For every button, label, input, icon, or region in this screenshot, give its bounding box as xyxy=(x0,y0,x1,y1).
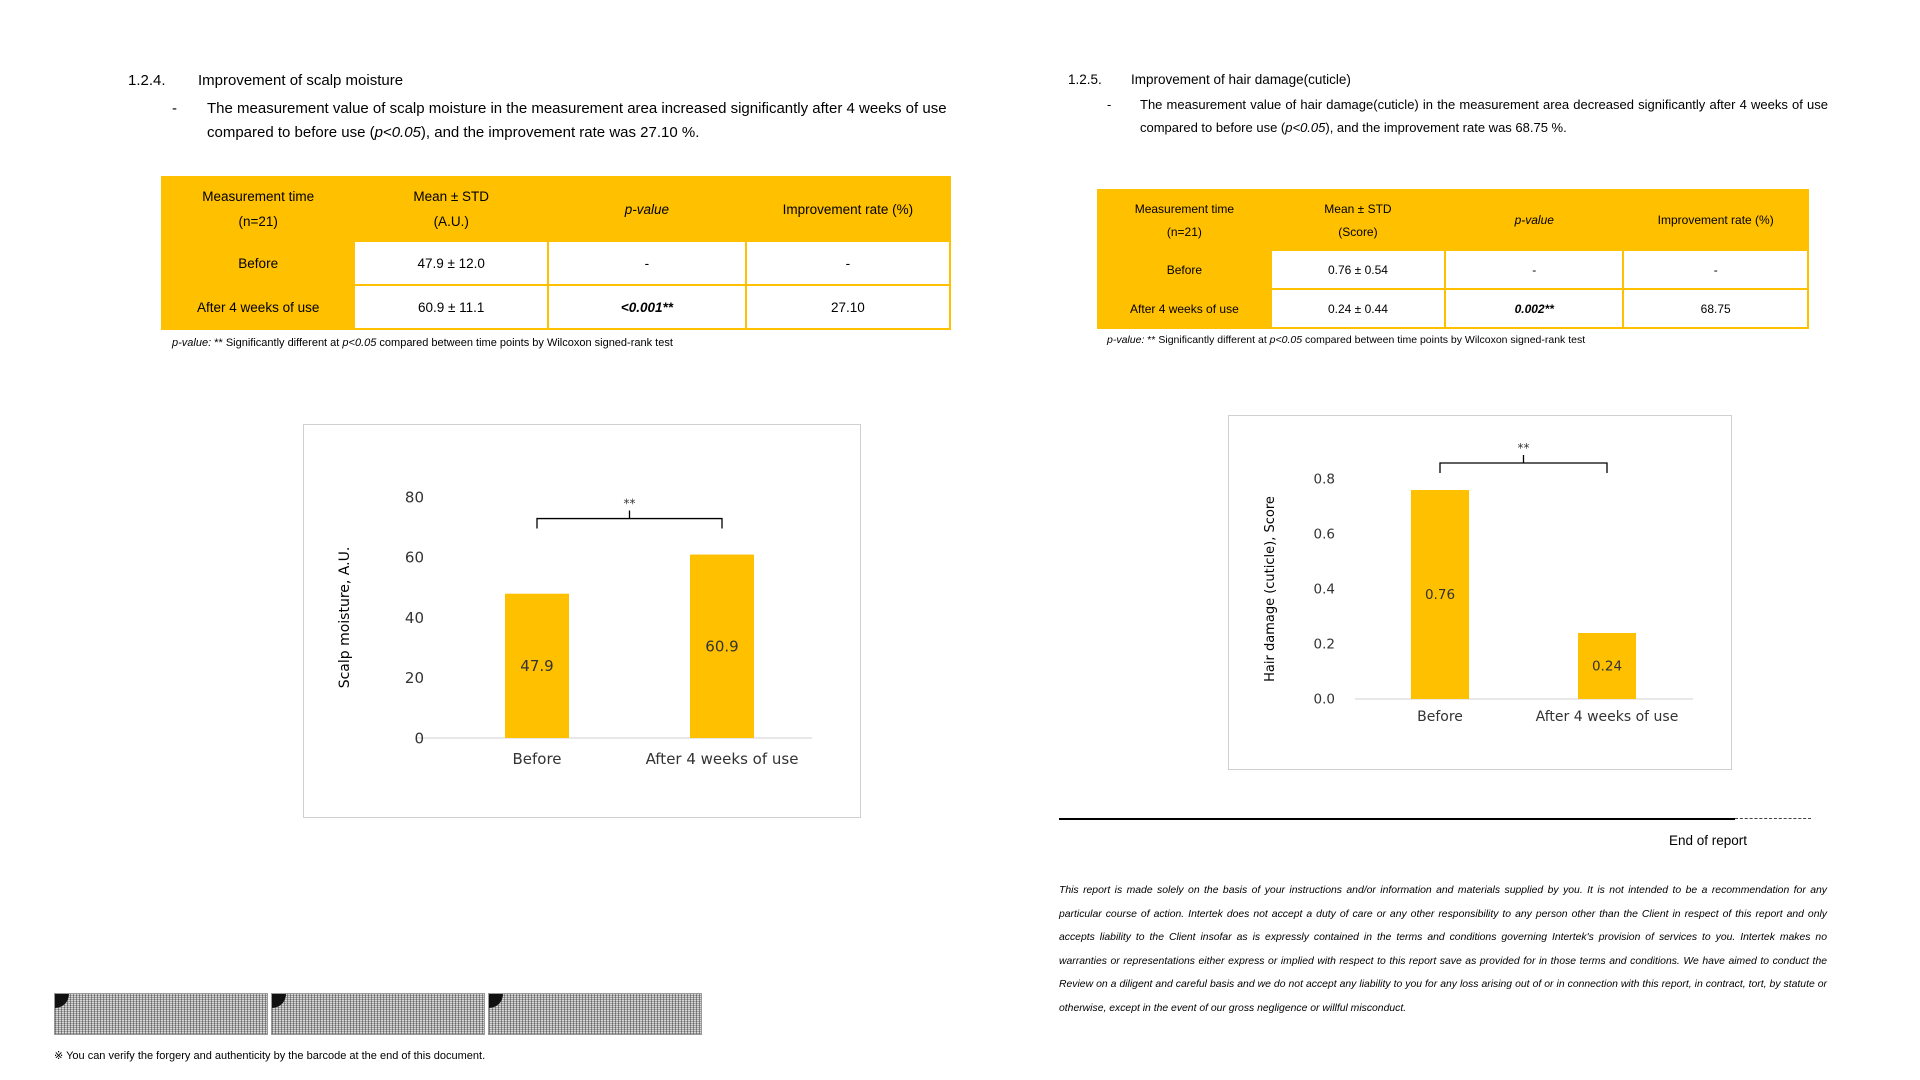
verify-note: ※ You can verify the forgery and authenticity by the barcode at the end of this document. xyxy=(54,1050,486,1062)
paragraph-text-1: The measurement value of scalp moisture in the measurement area increased significantly after 4 weeks of use compared to before use ( xyxy=(207,100,947,141)
end-rule-solid xyxy=(1059,818,1735,820)
table-row xyxy=(1098,289,1808,328)
table-header-row xyxy=(1098,190,1808,250)
cell-rate: - xyxy=(746,241,950,285)
y-axis-label: Scalp moisture, A.U. xyxy=(337,546,353,689)
header-mean-label: Mean ± STD xyxy=(1324,201,1392,216)
paragraph-text-2: ), and the improvement rate was 27.10 %. xyxy=(420,124,700,141)
cell-time: After 4 weeks of use xyxy=(1098,289,1271,328)
footnote-text-2: compared between time points by Wilcoxon signed-rank test xyxy=(376,337,673,349)
table-row xyxy=(162,241,950,285)
y-tick-label: 0.4 xyxy=(1313,581,1335,598)
disclaimer: This report is made solely on the basis of your instructions and/or information and materials supplied by you. It is not intended to be a recommendation for any particular course of action. Intertek does not accept a duty of care or any other responsibility to any person other than the Client in respect of this report and only accepts liability to the Client insofar as is expressly contained in the terms and conditions governing Intertek's provision of services to you. Intertek makes no warranties or representations either express or implied with respect to this report save as provided for in those terms and conditions. We have aimed to conduct the Review on a diligent and careful basis and we do not accept any liability to you for any loss arising out of or in connection with this report, in contract, tort, by statute or otherwise, except in the event of our gross negligence or willful misconduct. xyxy=(1059,885,1827,1014)
y-tick-label: 60 xyxy=(404,548,424,567)
y-tick-label: 0.8 xyxy=(1313,471,1335,488)
chart-svg-scalp xyxy=(304,425,860,817)
footnote-label: p-value: xyxy=(172,337,212,349)
table-footnote-hair xyxy=(1107,334,1585,346)
header-pvalue: p-value xyxy=(1445,190,1623,250)
bullet-dash: - xyxy=(1107,97,1112,112)
barcode-2 xyxy=(271,993,485,1035)
section-title-scalp: Improvement of scalp moisture xyxy=(198,72,404,89)
x-category-label: Before xyxy=(512,750,562,768)
header-time-label: Measurement time xyxy=(202,189,315,204)
paragraph-hair xyxy=(1140,93,1828,139)
cell-mean: 60.9 ± 11.1 xyxy=(354,285,548,329)
chart-scalp-moisture xyxy=(303,424,861,818)
header-improvement-rate: Improvement rate (%) xyxy=(1623,190,1808,250)
y-tick-label: 0.0 xyxy=(1313,691,1335,708)
y-tick-label: 0.2 xyxy=(1313,636,1335,653)
table-row xyxy=(1098,250,1808,289)
footnote-pvalue: p<0.05 xyxy=(342,337,377,349)
significance-bracket xyxy=(537,511,722,529)
paragraph-pvalue: p<0.05 xyxy=(374,124,421,141)
header-pvalue: p-value xyxy=(548,177,746,241)
y-tick-label: 40 xyxy=(404,608,424,627)
results-table-hair xyxy=(1097,189,1809,329)
header-time-label: Measurement time xyxy=(1134,201,1235,216)
footnote-label: p-value: xyxy=(1107,334,1145,346)
chart-svg-hair xyxy=(1229,416,1731,769)
bullet-dash: - xyxy=(172,100,177,117)
table-header-row xyxy=(162,177,950,241)
significance-marker: ** xyxy=(1517,441,1530,455)
table-footnote-scalp xyxy=(172,337,673,349)
footnote-text-2: compared between time points by Wilcoxon signed-rank test xyxy=(1302,334,1586,346)
significance-bracket xyxy=(1440,455,1607,473)
header-measurement-time xyxy=(162,177,354,241)
barcode-1 xyxy=(54,993,268,1035)
paragraph-text-1: The measurement value of hair damage(cuticle) in the measurement area decreased significantly after 4 weeks of use compared to before use ( xyxy=(1140,97,1828,135)
header-unit-label: (Score) xyxy=(1338,224,1378,239)
table-row xyxy=(162,285,950,329)
cell-pvalue: - xyxy=(1445,250,1623,289)
y-tick-label: 20 xyxy=(404,669,424,687)
header-measurement-time xyxy=(1098,190,1271,250)
end-of-report: End of report xyxy=(1669,833,1748,848)
cell-pvalue: - xyxy=(548,241,746,285)
y-tick-label: 0.6 xyxy=(1313,526,1335,543)
barcode-3 xyxy=(488,993,702,1035)
cell-time: Before xyxy=(162,241,354,285)
footnote-text-1: ** Significantly different at xyxy=(1144,334,1270,346)
cell-rate: 27.10 xyxy=(746,285,950,329)
cell-rate: - xyxy=(1623,250,1808,289)
header-mean-std xyxy=(1271,190,1445,250)
results-table-scalp xyxy=(161,176,951,330)
y-axis-label: Hair damage (cuticle), Score xyxy=(1263,496,1278,682)
bar-value-label: 0.76 xyxy=(1424,587,1456,604)
header-mean-label: Mean ± STD xyxy=(413,189,490,204)
cell-pvalue: 0.002** xyxy=(1445,289,1623,328)
cell-rate: 68.75 xyxy=(1623,289,1808,328)
section-number-scalp: 1.2.4. xyxy=(128,72,166,89)
header-n-label: (n=21) xyxy=(1166,224,1202,239)
paragraph-scalp xyxy=(207,97,977,145)
end-rule-dashed xyxy=(1735,818,1811,819)
x-category-label: After 4 weeks of use xyxy=(1535,709,1679,725)
footnote-pvalue: p<0.05 xyxy=(1269,334,1303,346)
chart-hair-damage xyxy=(1228,415,1732,770)
cell-pvalue: <0.001** xyxy=(548,285,746,329)
y-tick-label: 0 xyxy=(414,729,424,748)
paragraph-pvalue: p<0.05 xyxy=(1285,120,1326,135)
bar-value-label: 0.24 xyxy=(1591,658,1623,675)
bar-value-label: 47.9 xyxy=(520,657,554,676)
x-category-label: After 4 weeks of use xyxy=(645,750,799,768)
y-tick-label: 80 xyxy=(404,488,424,507)
cell-mean: 0.76 ± 0.54 xyxy=(1271,250,1445,289)
section-number-hair: 1.2.5. xyxy=(1068,72,1102,87)
paragraph-text-2: ), and the improvement rate was 68.75 %. xyxy=(1325,120,1567,135)
cell-mean: 0.24 ± 0.44 xyxy=(1271,289,1445,328)
header-n-label: (n=21) xyxy=(238,214,278,229)
footnote-text-1: ** Significantly different at xyxy=(211,337,343,349)
cell-time: Before xyxy=(1098,250,1271,289)
header-improvement-rate: Improvement rate (%) xyxy=(746,177,950,241)
bar-value-label: 60.9 xyxy=(705,637,739,656)
cell-mean: 47.9 ± 12.0 xyxy=(354,241,548,285)
significance-marker: ** xyxy=(623,496,636,511)
x-category-label: Before xyxy=(1417,709,1463,725)
cell-time: After 4 weeks of use xyxy=(162,285,354,329)
header-mean-std xyxy=(354,177,548,241)
header-unit-label: (A.U.) xyxy=(433,214,469,229)
section-title-hair: Improvement of hair damage(cuticle) xyxy=(1131,72,1351,87)
